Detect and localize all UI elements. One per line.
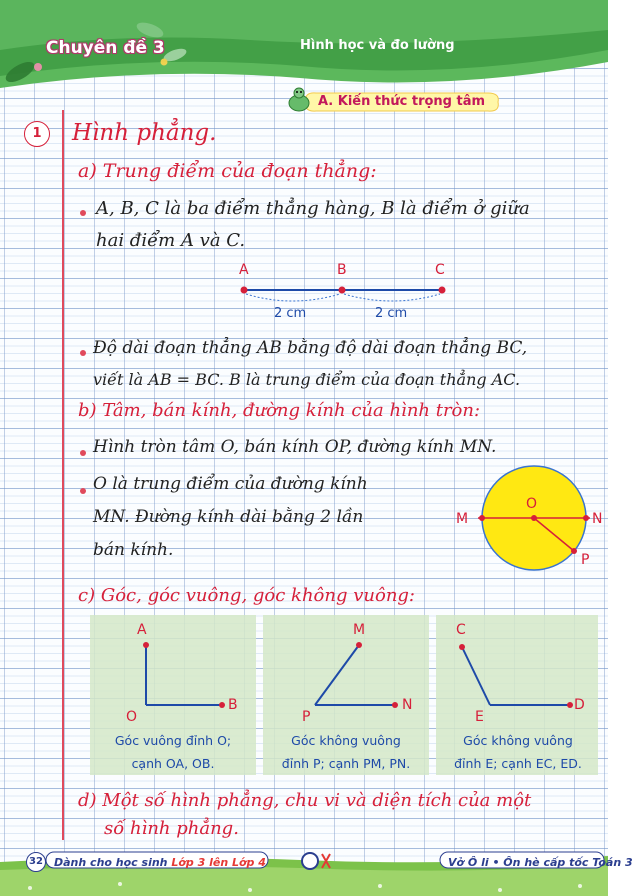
card1-label-vertex: O xyxy=(126,709,138,725)
chapter-label: Chuyên đề 3 xyxy=(46,38,165,58)
point-a xyxy=(241,287,248,294)
turtle-mascot-icon xyxy=(284,85,314,115)
card2-caption2: đỉnh P; cạnh PM, PN. xyxy=(281,756,411,771)
part-a-bullet2-line2: viết là AB = BC. B là trung điểm của đoạn thẳng AC. xyxy=(93,370,521,389)
card3-label-top: C xyxy=(456,622,466,638)
chapter-title: Hình học và đo lường xyxy=(300,38,455,53)
part-a-title: a) Trung điểm của đoạn thẳng: xyxy=(78,160,377,182)
section-number: 1 xyxy=(24,121,50,147)
point-c xyxy=(439,287,446,294)
card1-label-top: A xyxy=(137,622,147,638)
label-o: O xyxy=(526,496,538,512)
bullet-dot xyxy=(80,450,86,456)
card3-label-end: D xyxy=(574,697,585,713)
label-c: C xyxy=(435,262,445,278)
part-b-bullet2-line1: O là trung điểm của đường kính xyxy=(93,474,368,494)
segment-figure xyxy=(230,272,470,312)
part-b-title: b) Tâm, bán kính, đường kính của hình tròn: xyxy=(78,400,481,421)
card1-label-end: B xyxy=(228,697,238,713)
card2-label-end: N xyxy=(402,697,413,713)
card2-label-top: M xyxy=(353,622,366,638)
point-b xyxy=(339,287,346,294)
point-p xyxy=(571,548,577,554)
part-a-bullet1-line2: hai điểm A và C. xyxy=(96,230,246,251)
card3-label-vertex: E xyxy=(475,709,484,725)
card2-caption1: Góc không vuông xyxy=(291,733,401,748)
part-a-bullet1-line1: A, B, C là ba điểm thẳng hàng, B là điểm ở giữa xyxy=(96,198,530,219)
heading-hinh-phang: Hình phẳng. xyxy=(72,120,217,146)
label-b: B xyxy=(337,262,347,278)
footer-right-text: Vở Ô li • Ôn hè cấp tốc Toán 3 xyxy=(448,856,633,869)
card1-caption2: cạnh OA, OB. xyxy=(131,756,215,771)
part-b-bullet2-line2: MN. Đường kính dài bằng 2 lần xyxy=(93,507,364,527)
footer-left-prefix: Dành cho học sinh xyxy=(54,856,172,869)
part-b-bullet2-line3: bán kính. xyxy=(93,540,174,560)
label-bc-length: 2 cm xyxy=(375,306,408,321)
card1-caption1: Góc vuông đỉnh O; xyxy=(114,733,232,748)
card3-caption2: đỉnh E; cạnh EC, ED. xyxy=(454,756,582,771)
bullet-dot xyxy=(80,488,86,494)
label-n: N xyxy=(592,511,603,527)
label-a: A xyxy=(239,262,249,278)
part-b-bullet1: Hình tròn tâm O, bán kính OP, đường kính MN. xyxy=(93,437,497,457)
bullet-dot xyxy=(80,210,86,216)
footer-left-text xyxy=(54,856,266,869)
footer-left-highlight: Lớp 3 lên Lớp 4 xyxy=(171,856,266,869)
point-o xyxy=(531,515,537,521)
card2-label-vertex: P xyxy=(302,709,311,725)
part-d-title-line2: số hình phẳng. xyxy=(104,818,239,839)
label-ab-length: 2 cm xyxy=(274,306,307,321)
logo-icon xyxy=(300,850,336,872)
point-n xyxy=(583,515,589,521)
label-m: M xyxy=(456,511,469,527)
point-m xyxy=(479,515,485,521)
margin-line xyxy=(62,110,64,840)
page-number: 32 xyxy=(26,852,46,872)
label-p: P xyxy=(581,552,590,568)
part-d-title-line1: d) Một số hình phẳng, chu vi và diện tích của một xyxy=(78,790,532,811)
part-a-bullet2-line1: Độ dài đoạn thẳng AB bằng độ dài đoạn thẳng BC, xyxy=(93,338,528,358)
part-c-title: c) Góc, góc vuông, góc không vuông: xyxy=(78,585,415,606)
card3-caption1: Góc không vuông xyxy=(463,733,573,748)
section-title: A. Kiến thức trọng tâm xyxy=(318,94,486,109)
bullet-dot xyxy=(80,350,86,356)
